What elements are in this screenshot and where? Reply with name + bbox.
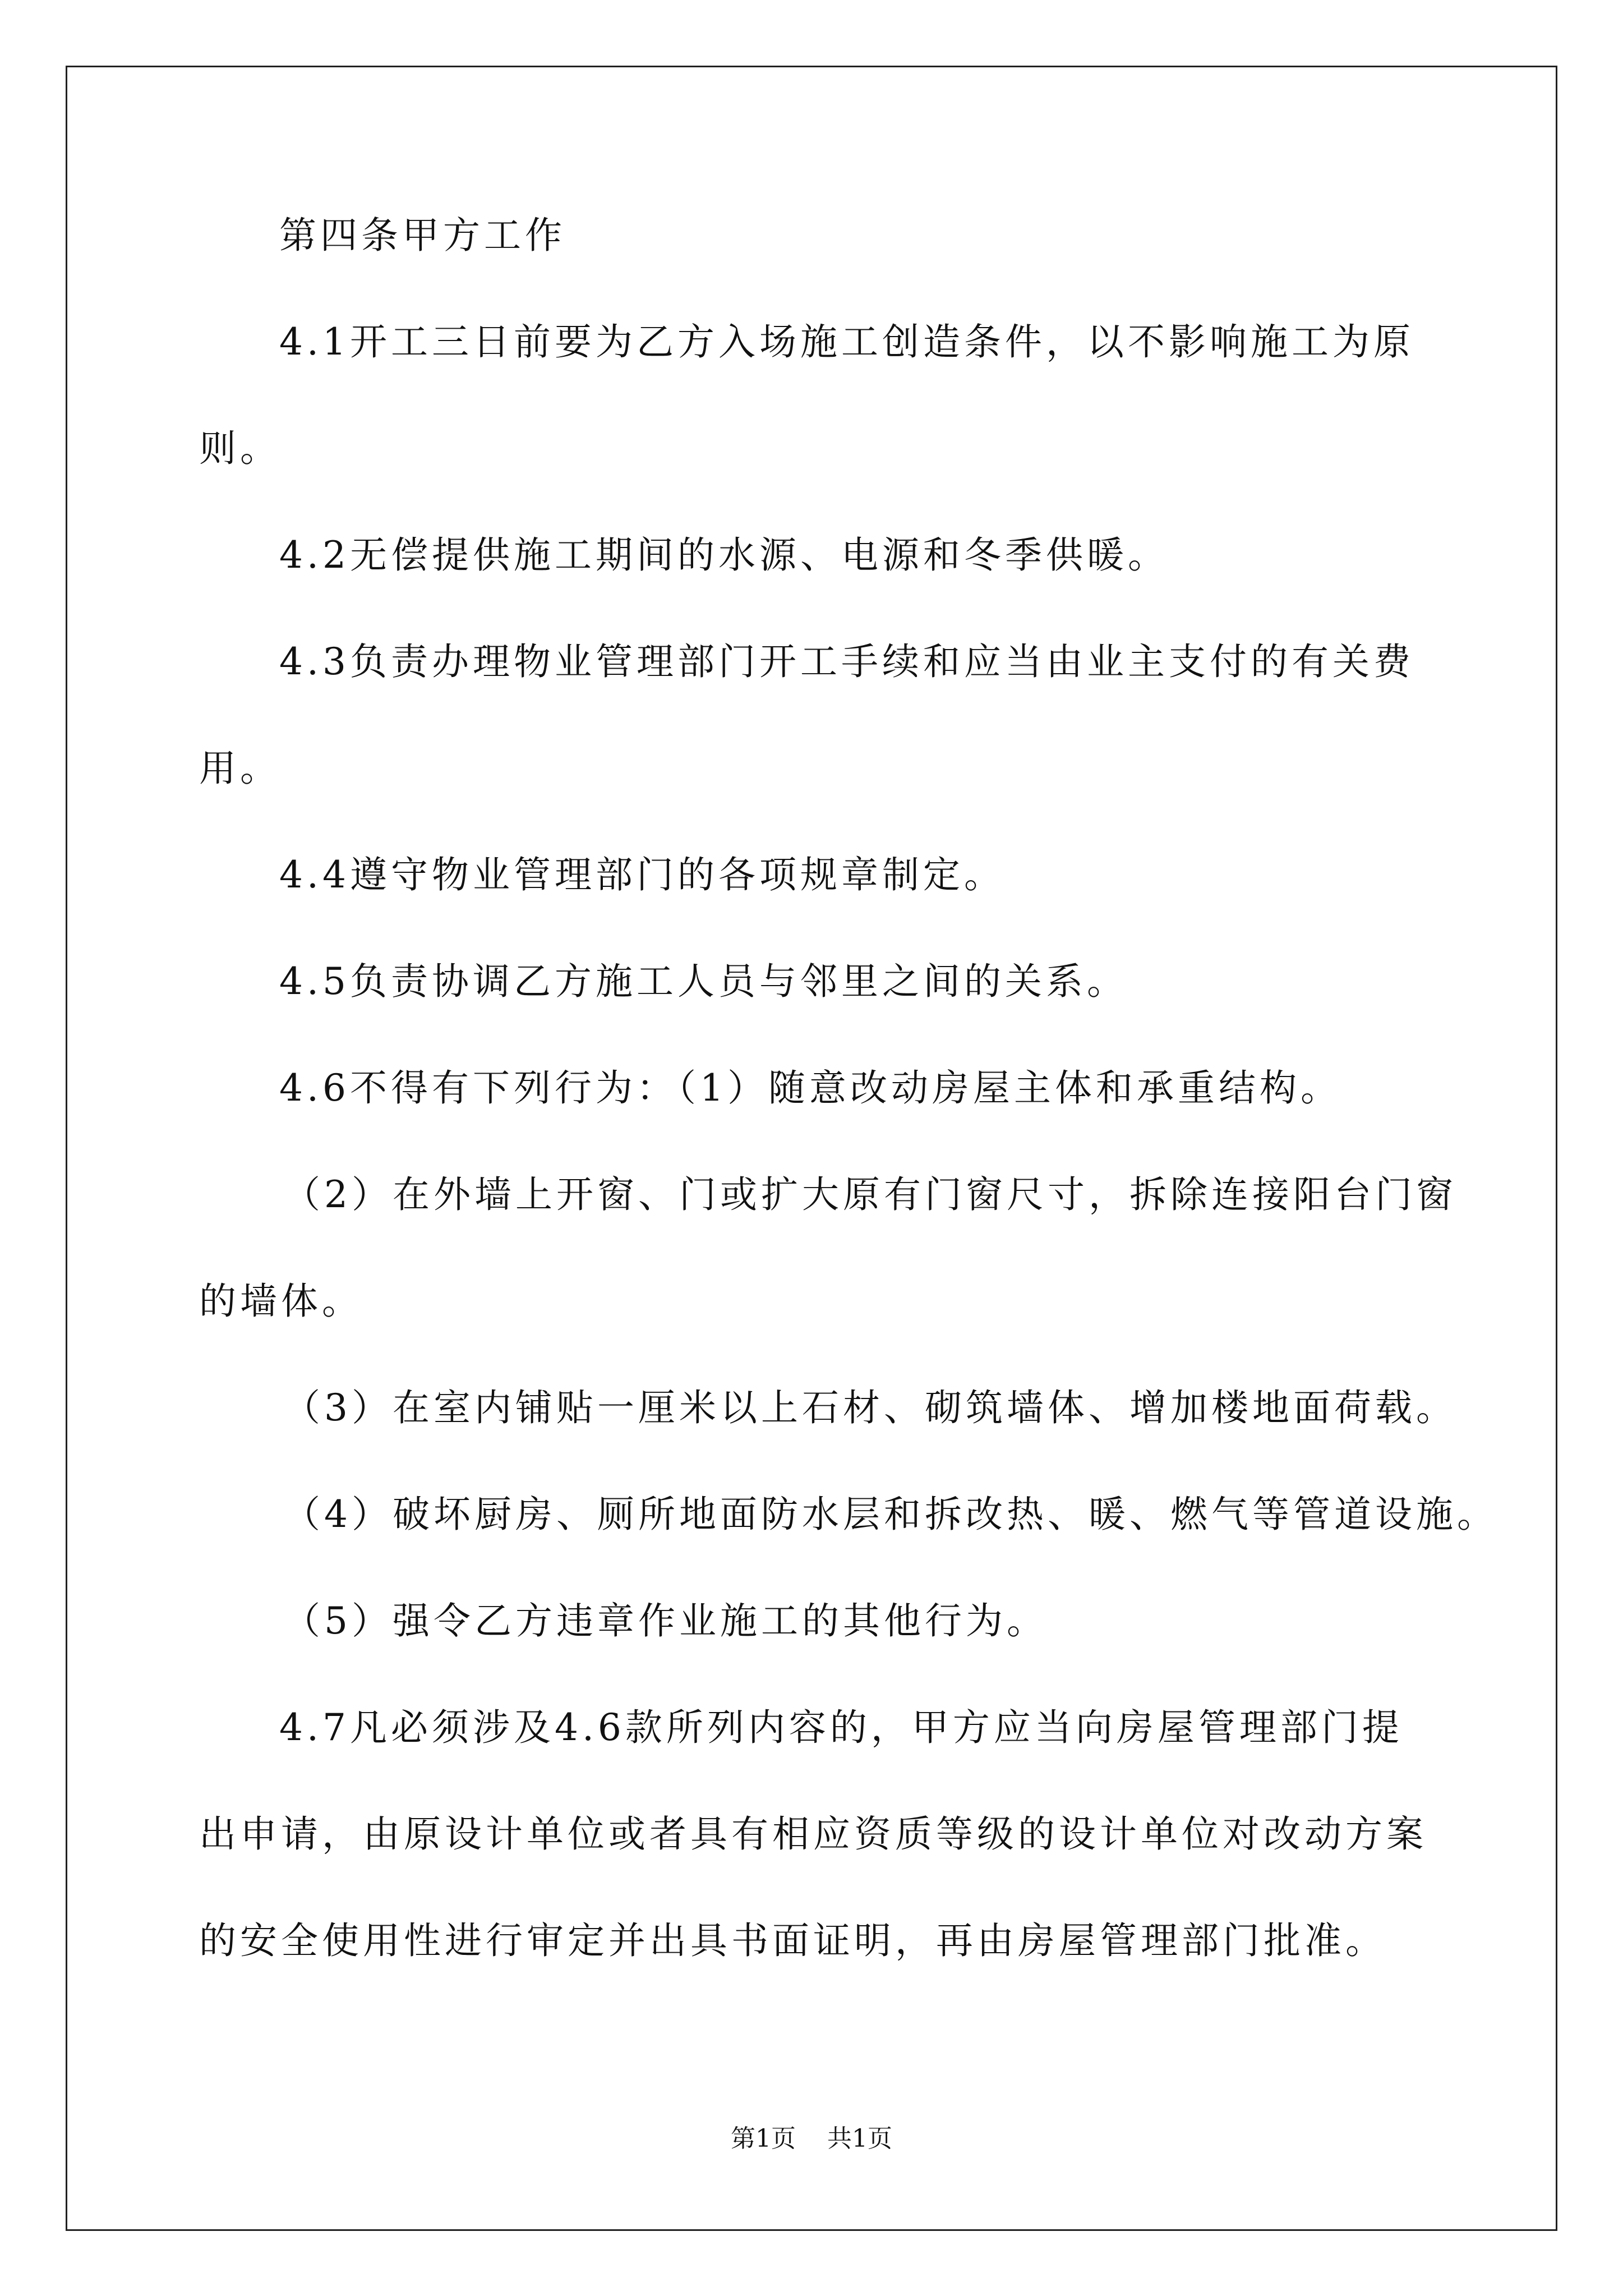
paragraph-line: （5）强令乙方违章作业施工的其他行为。 <box>283 1599 1048 1642</box>
paragraph-line: 4.3负责办理物业管理部门开工手续和应当由业主支付的有关费 <box>279 640 1414 683</box>
paragraph-line: 4.4遵守物业管理部门的各项规章制定。 <box>279 853 1005 896</box>
page-footer <box>0 2123 1623 2155</box>
section-heading: 第四条甲方工作 <box>279 214 566 257</box>
page-total: 共1页 <box>827 2124 892 2153</box>
paragraph-line: 则。 <box>199 427 281 470</box>
paragraph-line: （4）破坏厨房、厕所地面防水层和拆改热、暖、燃气等管道设施。 <box>283 1493 1498 1536</box>
paragraph-line: 4.1开工三日前要为乙方入场施工创造条件，以不影响施工为原 <box>279 320 1414 364</box>
paragraph-line: 的安全使用性进行审定并出具书面证明，再由房屋管理部门批准。 <box>199 1919 1386 1962</box>
paragraph-line: （3）在室内铺贴一厘米以上石材、砌筑墙体、增加楼地面荷载。 <box>283 1386 1457 1429</box>
paragraph-line: 4.6不得有下列行为：（1）随意改动房屋主体和承重结构。 <box>279 1066 1341 1110</box>
page-border <box>66 66 1557 2231</box>
paragraph-line: 4.2无偿提供施工期间的水源、电源和冬季供暖。 <box>279 533 1169 577</box>
paragraph-line: （2）在外墙上开窗、门或扩大原有门窗尺寸，拆除连接阳台门窗 <box>283 1173 1457 1216</box>
paragraph-line: 的墙体。 <box>199 1280 363 1323</box>
page-number: 第1页 <box>731 2124 796 2153</box>
paragraph-line: 用。 <box>199 747 281 790</box>
paragraph-line: 4.5负责协调乙方施工人员与邻里之间的关系。 <box>279 960 1128 1003</box>
paragraph-line: 出申请，由原设计单位或者具有相应资质等级的设计单位对改动方案 <box>199 1812 1427 1856</box>
paragraph-line: 4.7凡必须涉及4.6款所列内容的，甲方应当向房屋管理部门提 <box>279 1706 1403 1749</box>
